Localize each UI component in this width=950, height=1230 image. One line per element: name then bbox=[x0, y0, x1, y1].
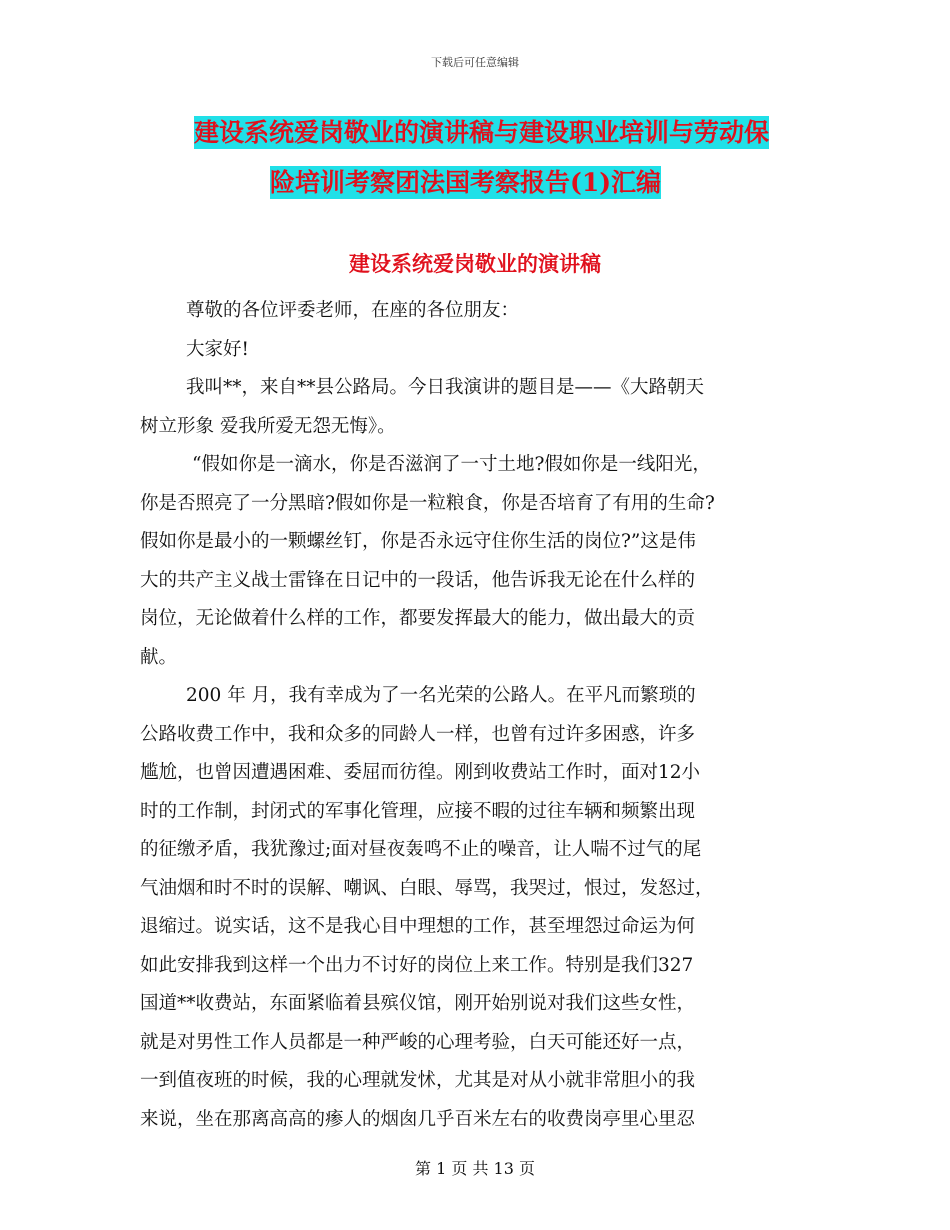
text-line: 我叫**，来自**县公路局。今日我演讲的题目是——《大路朝天 bbox=[186, 377, 705, 398]
text-line: 时的工作制，封闭式的军事化管理，应接不暇的过往车辆和频繁出现 bbox=[140, 800, 696, 822]
text-line: 一到值夜班的时候，我的心理就发怵，尤其是对从小就非常胆小的我 bbox=[140, 1070, 696, 1091]
page-footer: 第 1 页 共 13 页 bbox=[415, 1159, 535, 1178]
text-line: 尊敬的各位评委老师，在座的各位朋友： bbox=[186, 300, 520, 321]
text-line: 树立形象 爱我所爱无怨无悔》。 bbox=[140, 415, 396, 437]
text-line: 退缩过。说实话，这不是我心目中理想的工作，甚至埋怨过命运为何 bbox=[140, 916, 696, 937]
text-line: 你是否照亮了一分黑暗?假如你是一粒粮食，你是否培育了有用的生命? bbox=[140, 492, 715, 514]
title-line-2: 险培训考察团法国考察报告(1)汇编 bbox=[270, 168, 662, 197]
text-line: 尴尬，也曾因遭遇困难、委屈而彷徨。刚到收费站工作时，面对12小 bbox=[140, 762, 701, 783]
header-note: 下载后可任意编辑 bbox=[431, 56, 519, 69]
document-title bbox=[140, 108, 840, 208]
text-line: 大家好! bbox=[186, 338, 249, 360]
text-line: 假如你是最小的一颗螺丝钉，你是否永远守住你生活的岗位?”这是伟 bbox=[140, 531, 696, 552]
text-line: “假如你是一滴水，你是否滋润了一寸土地?假如你是一线阳光， bbox=[192, 454, 711, 475]
speech-body bbox=[140, 292, 810, 1139]
text-line: 气油烟和时不时的误解、嘲讽、白眼、辱骂，我哭过，恨过，发怒过， bbox=[140, 877, 714, 899]
text-line: 国道**收费站，东面紧临着县殡仪馆，刚开始别说对我们这些女性， bbox=[140, 993, 696, 1014]
text-line: 公路收费工作中，我和众多的同龄人一样，也曾有过许多困惑，许多 bbox=[140, 723, 696, 745]
text-line: 就是对男性工作人员都是一种严峻的心理考验，白天可能还好一点， bbox=[140, 1031, 696, 1053]
text-line: 如此安排我到这样一个出力不讨好的岗位上来工作。特别是我们327 bbox=[140, 954, 694, 976]
text-line: 岗位，无论做着什么样的工作，都要发挥最大的能力，做出最大的贡 bbox=[140, 608, 696, 629]
text-line: 来说，坐在那离高高的瘆人的烟囱几乎百米左右的收费岗亭里心里忍 bbox=[140, 1108, 696, 1130]
text-line: 献。 bbox=[140, 646, 178, 668]
text-line: 的征缴矛盾，我犹豫过;面对昼夜轰鸣不止的噪音，让人喘不过气的尾 bbox=[140, 839, 702, 860]
title-line-1: 建设系统爱岗敬业的演讲稿与建设职业培训与劳动保 bbox=[194, 118, 770, 147]
text-line: 200 年 月，我有幸成为了一名光荣的公路人。在平凡而繁琐的 bbox=[186, 685, 696, 706]
section-title: 建设系统爱岗敬业的演讲稿 bbox=[349, 251, 601, 276]
text-line: 大的共产主义战士雷锋在日记中的一段话，他告诉我无论在什么样的 bbox=[140, 569, 696, 591]
